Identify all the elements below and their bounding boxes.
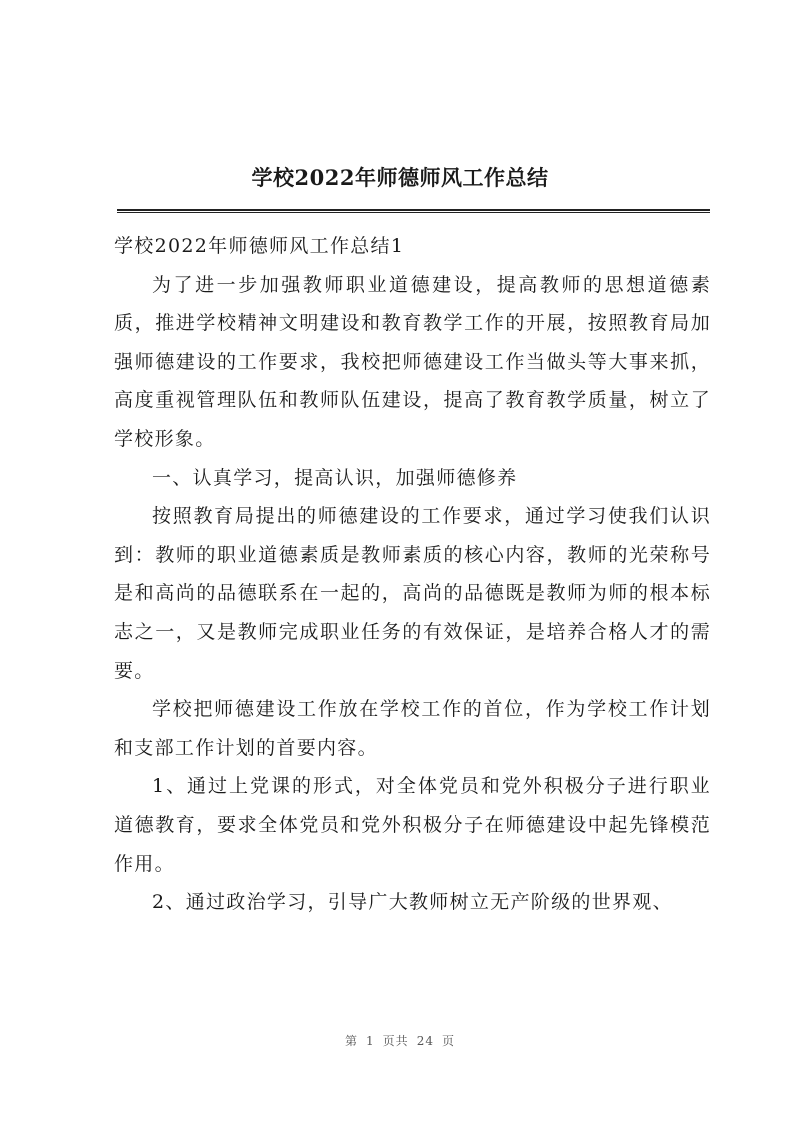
footer-prefix: 第 [345, 1034, 359, 1048]
document-title: 学校2022年师德师风工作总结 [251, 165, 549, 190]
body-paragraph: 按照教育局提出的师德建设的工作要求，通过学习使我们认识到：教师的职业道德素质是教师素质的核心内容，教师的光荣称号是和高尚的品德联系在一起的，高尚的品德既是教师为师的根本标志之一，又是教师完成职业任务的有效保证，是培养合格人才的需要。 [114, 505, 711, 682]
section-heading: 一、认真学习，提高认识，加强师德修养 [152, 466, 518, 489]
document-body [114, 227, 711, 922]
footer-middle: 页共 [382, 1034, 409, 1048]
list-item-paragraph: 1、通过上党课的形式，对全体党员和党外积极分子进行职业道德教育，要求全体党员和党外积极分子在师德建设中起先锋模范作用。 [114, 775, 711, 875]
list-item-paragraph: 2、通过政治学习，引导广大教师树立无产阶级的世界观、 [152, 891, 673, 914]
page-footer [0, 1032, 800, 1049]
body-paragraph: 学校把师德建设工作放在学校工作的首位，作为学校工作计划和支部工作计划的首要内容。 [114, 698, 711, 759]
title-divider [117, 209, 710, 213]
footer-suffix: 页 [441, 1034, 455, 1048]
body-paragraph: 为了进一步加强教师职业道德建设，提高教师的思想道德素质，推进学校精神文明建设和教育教学工作的开展，按照教育局加强师德建设的工作要求，我校把师德建设工作当做头等大事来抓，高度重视管理队伍和教师队伍建设，提高了教育教学质量，树立了学校形象。 [114, 273, 711, 450]
footer-page-number: 1 [366, 1034, 375, 1048]
footer-total-pages: 24 [416, 1034, 434, 1048]
subtitle-paragraph: 学校2022年师德师风工作总结1 [114, 235, 405, 257]
